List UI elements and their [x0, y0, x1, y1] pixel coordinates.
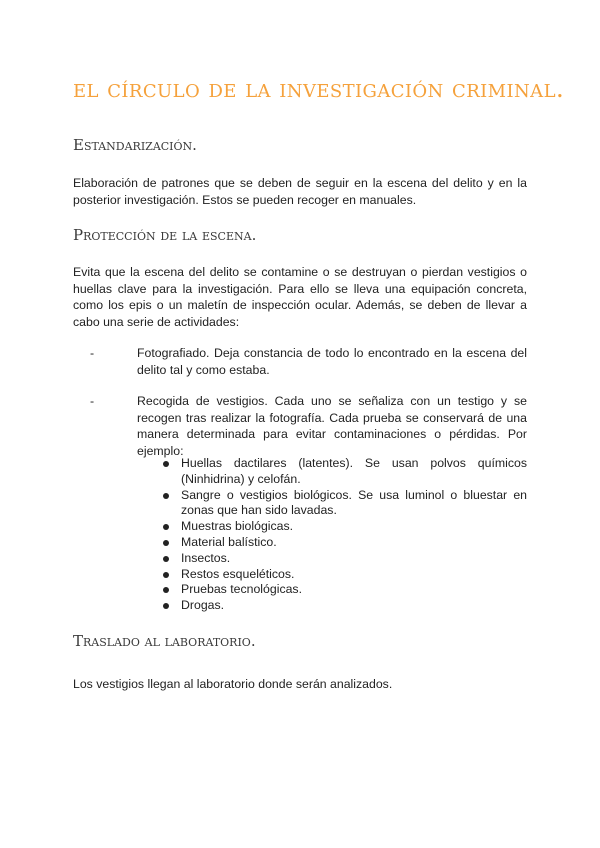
- heading-scene-protection: Protección de la escena.: [73, 226, 257, 244]
- list-item: Sangre o vestigios biológicos. Se usa luminol o bluestar en zonas que han sido lavadas.: [163, 488, 527, 520]
- bullet-icon: [163, 493, 169, 499]
- list-item: Muestras biológicas.: [163, 519, 527, 535]
- bullet-icon: [163, 540, 169, 546]
- bullet-icon: [163, 587, 169, 593]
- list-item: Restos esqueléticos.: [163, 567, 527, 583]
- list-item: Pruebas tecnológicas.: [163, 582, 527, 598]
- list-item-photography: [90, 345, 527, 378]
- list-item-text: Recogida de vestigios. Cada uno se señaliza con un testigo y se recogen tras realizar la fotografía. Cada prueba se conservará de una manera determinada para evitar contaminaciones o pérdidas. Por ejemplo:: [137, 394, 527, 458]
- list-item-text: Fotografiado. Deja constancia de todo lo encontrado en la escena del delito tal y como estaba.: [137, 346, 527, 377]
- list-item: Huellas dactilares (latentes). Se usan polvos químicos (Ninhidrina) y celofán.: [163, 456, 527, 488]
- heading-lab-transfer: Traslado al laboratorio.: [73, 632, 256, 650]
- evidence-examples-list: [163, 456, 527, 614]
- bullet-icon: [163, 572, 169, 578]
- bullet-icon: [163, 603, 169, 609]
- paragraph-scene-protection: Evita que la escena del delito se contamine o se destruyan o pierdan vestigios o huellas clave para la investigación. Para ello se lleva una equipación concreta, como los epis o un maletín de inspección ocular. Además, se deben de llevar a cabo una serie de actividades:: [73, 265, 527, 329]
- paragraph-standardization: Elaboración de patrones que se deben de seguir en la escena del delito y en la posterior investigación. Estos se pueden recoger en manuales.: [73, 176, 527, 207]
- dash-marker: -: [90, 346, 95, 360]
- heading-standardization: Estandarización.: [73, 136, 197, 154]
- page-title: el círculo de la investigación criminal.: [73, 74, 565, 103]
- paragraph-lab-transfer: Los vestigios llegan al laboratorio donde serán analizados.: [73, 677, 393, 691]
- list-item: Insectos.: [163, 551, 527, 567]
- bullet-icon: [163, 461, 169, 467]
- list-item: Drogas.: [163, 598, 527, 614]
- bullet-icon: [163, 556, 169, 562]
- dash-marker: -: [90, 394, 95, 408]
- bullet-icon: [163, 524, 169, 530]
- list-item: Material balístico.: [163, 535, 527, 551]
- list-item-evidence-collection: [90, 393, 527, 459]
